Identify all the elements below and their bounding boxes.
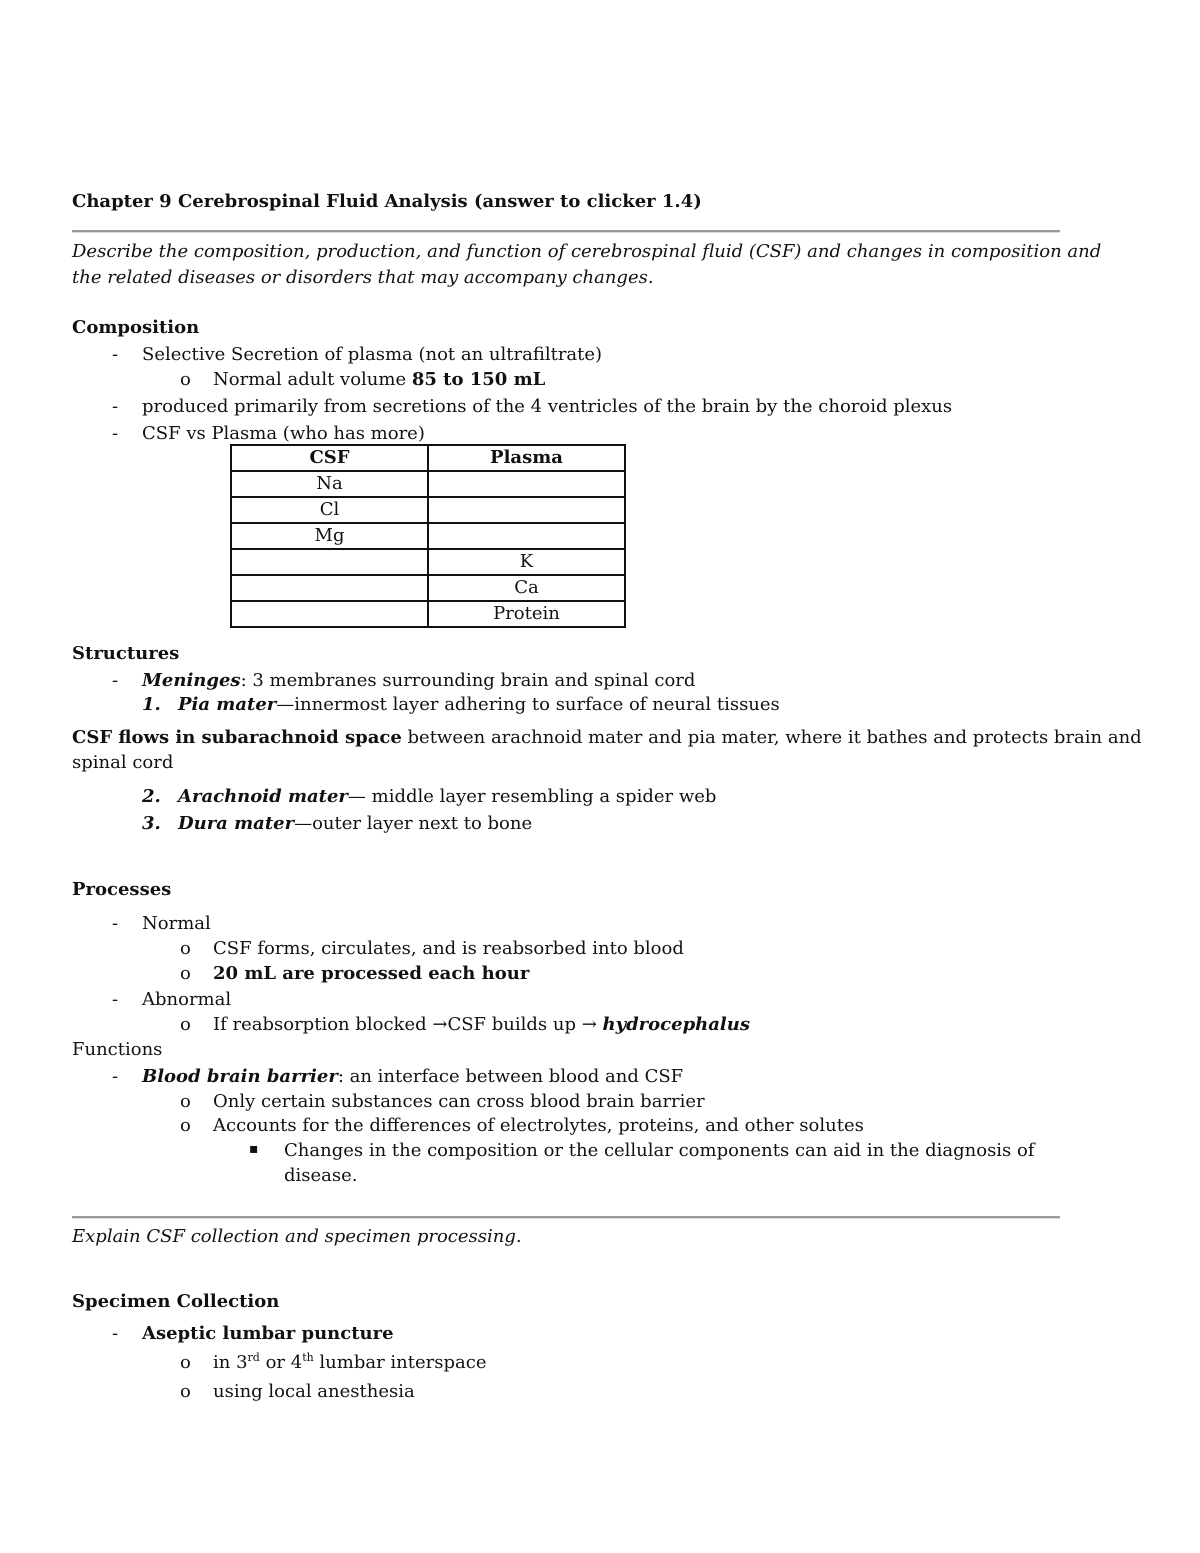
table-cell: K	[428, 549, 625, 575]
table-cell: Na	[231, 471, 428, 497]
table-row	[231, 497, 625, 523]
circle-bullet: o	[180, 1381, 191, 1402]
page-title: Chapter 9 Cerebrospinal Fluid Analysis (answer to clicker 1.4)	[72, 191, 702, 212]
text: —innermost layer adhering to surface of neural tissues	[276, 694, 780, 715]
circle-bullet: o	[180, 1115, 191, 1136]
dash-bullet: -	[112, 396, 119, 417]
paragraph-line: spinal cord	[72, 752, 174, 773]
text: : 3 membranes surrounding brain and spinal cord	[240, 670, 696, 691]
table-cell	[428, 471, 625, 497]
text: — middle layer resembling a spider web	[347, 786, 717, 807]
list-item: CSF vs Plasma (who has more)	[142, 423, 425, 444]
table-cell: Ca	[428, 575, 625, 601]
arrow-icon: →	[581, 1014, 597, 1035]
objective-line: the related diseases or disorders that may accompany changes.	[72, 267, 654, 288]
paragraph-line	[72, 729, 1142, 747]
circle-bullet: o	[180, 1352, 191, 1373]
volume-value: 85 to 150 mL	[411, 369, 546, 390]
emphasis: CSF flows in subarachnoid space	[72, 727, 402, 748]
term: Meninges	[142, 670, 241, 691]
table-row	[231, 601, 625, 627]
list-subsubitem: disease.	[284, 1165, 358, 1186]
term: Arachnoid mater	[178, 786, 348, 807]
list-subitem	[213, 1016, 750, 1034]
list-item: produced primarily from secretions of the 4 ventricles of the brain by the choroid plexus	[142, 396, 953, 417]
list-item	[142, 672, 695, 690]
numbered-item	[178, 788, 716, 806]
circle-bullet: o	[180, 1091, 191, 1112]
circle-bullet: o	[180, 938, 191, 959]
table-row	[231, 471, 625, 497]
term: hydrocephalus	[602, 1014, 750, 1035]
list-subitem: Only certain substances can cross blood brain barrier	[213, 1091, 705, 1112]
list-item: Selective Secretion of plasma (not an ultrafiltrate)	[142, 344, 603, 365]
section-heading-composition: Composition	[72, 317, 200, 338]
dash-bullet: -	[112, 670, 119, 691]
table-header: Plasma	[428, 445, 625, 471]
list-subitem	[213, 371, 545, 389]
table-cell: Cl	[231, 497, 428, 523]
list-item: Normal	[142, 913, 211, 934]
list-item: Abnormal	[142, 989, 232, 1010]
csf-plasma-table	[230, 444, 626, 628]
text: CSF builds up	[447, 1014, 582, 1035]
text: or 4	[259, 1352, 303, 1373]
square-bullet: ▪	[249, 1141, 259, 1157]
text: : an interface between blood and CSF	[337, 1066, 684, 1087]
table-row	[231, 523, 625, 549]
table-row	[231, 549, 625, 575]
text: between arachnoid mater and pia mater, where it bathes and protects brain and	[401, 727, 1142, 748]
list-number: 1.	[142, 694, 161, 715]
dash-bullet: -	[112, 1066, 119, 1087]
objective-line: Explain CSF collection and specimen processing.	[72, 1226, 522, 1247]
objective-line: Describe the composition, production, and function of cerebrospinal fluid (CSF) and changes in composition and	[72, 241, 1102, 262]
circle-bullet: o	[180, 1014, 191, 1035]
section-divider	[72, 1216, 1060, 1219]
section-heading-functions: Functions	[72, 1039, 163, 1060]
superscript: th	[302, 1351, 314, 1364]
table-cell	[428, 497, 625, 523]
list-subitem	[213, 1351, 487, 1373]
numbered-item	[178, 696, 780, 714]
table-row	[231, 575, 625, 601]
dash-bullet: -	[112, 344, 119, 365]
dash-bullet: -	[112, 423, 119, 444]
table-cell	[231, 575, 428, 601]
list-subsubitem: Changes in the composition or the cellular components can aid in the diagnosis of	[284, 1140, 1035, 1161]
circle-bullet: o	[180, 369, 191, 390]
dash-bullet: -	[112, 989, 119, 1010]
list-number: 2.	[142, 786, 161, 807]
dash-bullet: -	[112, 1323, 119, 1344]
list-subitem: CSF forms, circulates, and is reabsorbed into blood	[213, 938, 684, 959]
table-cell	[231, 601, 428, 627]
table-header: CSF	[231, 445, 428, 471]
table-cell	[428, 523, 625, 549]
table-cell	[231, 549, 428, 575]
table-cell: Mg	[231, 523, 428, 549]
arrow-icon: →	[432, 1014, 448, 1035]
section-heading-processes: Processes	[72, 879, 172, 900]
list-item	[142, 1068, 683, 1086]
table-header-row	[231, 445, 625, 471]
text: —outer layer next to bone	[294, 813, 533, 834]
numbered-item	[178, 815, 532, 833]
section-heading-structures: Structures	[72, 643, 180, 664]
text: lumbar interspace	[313, 1352, 487, 1373]
list-item: Aseptic lumbar puncture	[142, 1323, 394, 1344]
term: Pia mater	[178, 694, 277, 715]
section-heading-specimen: Specimen Collection	[72, 1291, 280, 1312]
circle-bullet: o	[180, 963, 191, 984]
list-subitem: Accounts for the differences of electrolytes, proteins, and other solutes	[213, 1115, 864, 1136]
superscript: rd	[247, 1351, 260, 1364]
list-number: 3.	[142, 813, 161, 834]
list-subitem: using local anesthesia	[213, 1381, 415, 1402]
dash-bullet: -	[112, 913, 119, 934]
list-subitem: 20 mL are processed each hour	[213, 963, 530, 984]
section-divider	[72, 230, 1060, 233]
text: Normal adult volume	[213, 369, 412, 390]
term: Blood brain barrier	[142, 1066, 338, 1087]
table-cell: Protein	[428, 601, 625, 627]
term: Dura mater	[178, 813, 295, 834]
text: If reabsorption blocked	[213, 1014, 433, 1035]
text: in 3	[213, 1352, 248, 1373]
